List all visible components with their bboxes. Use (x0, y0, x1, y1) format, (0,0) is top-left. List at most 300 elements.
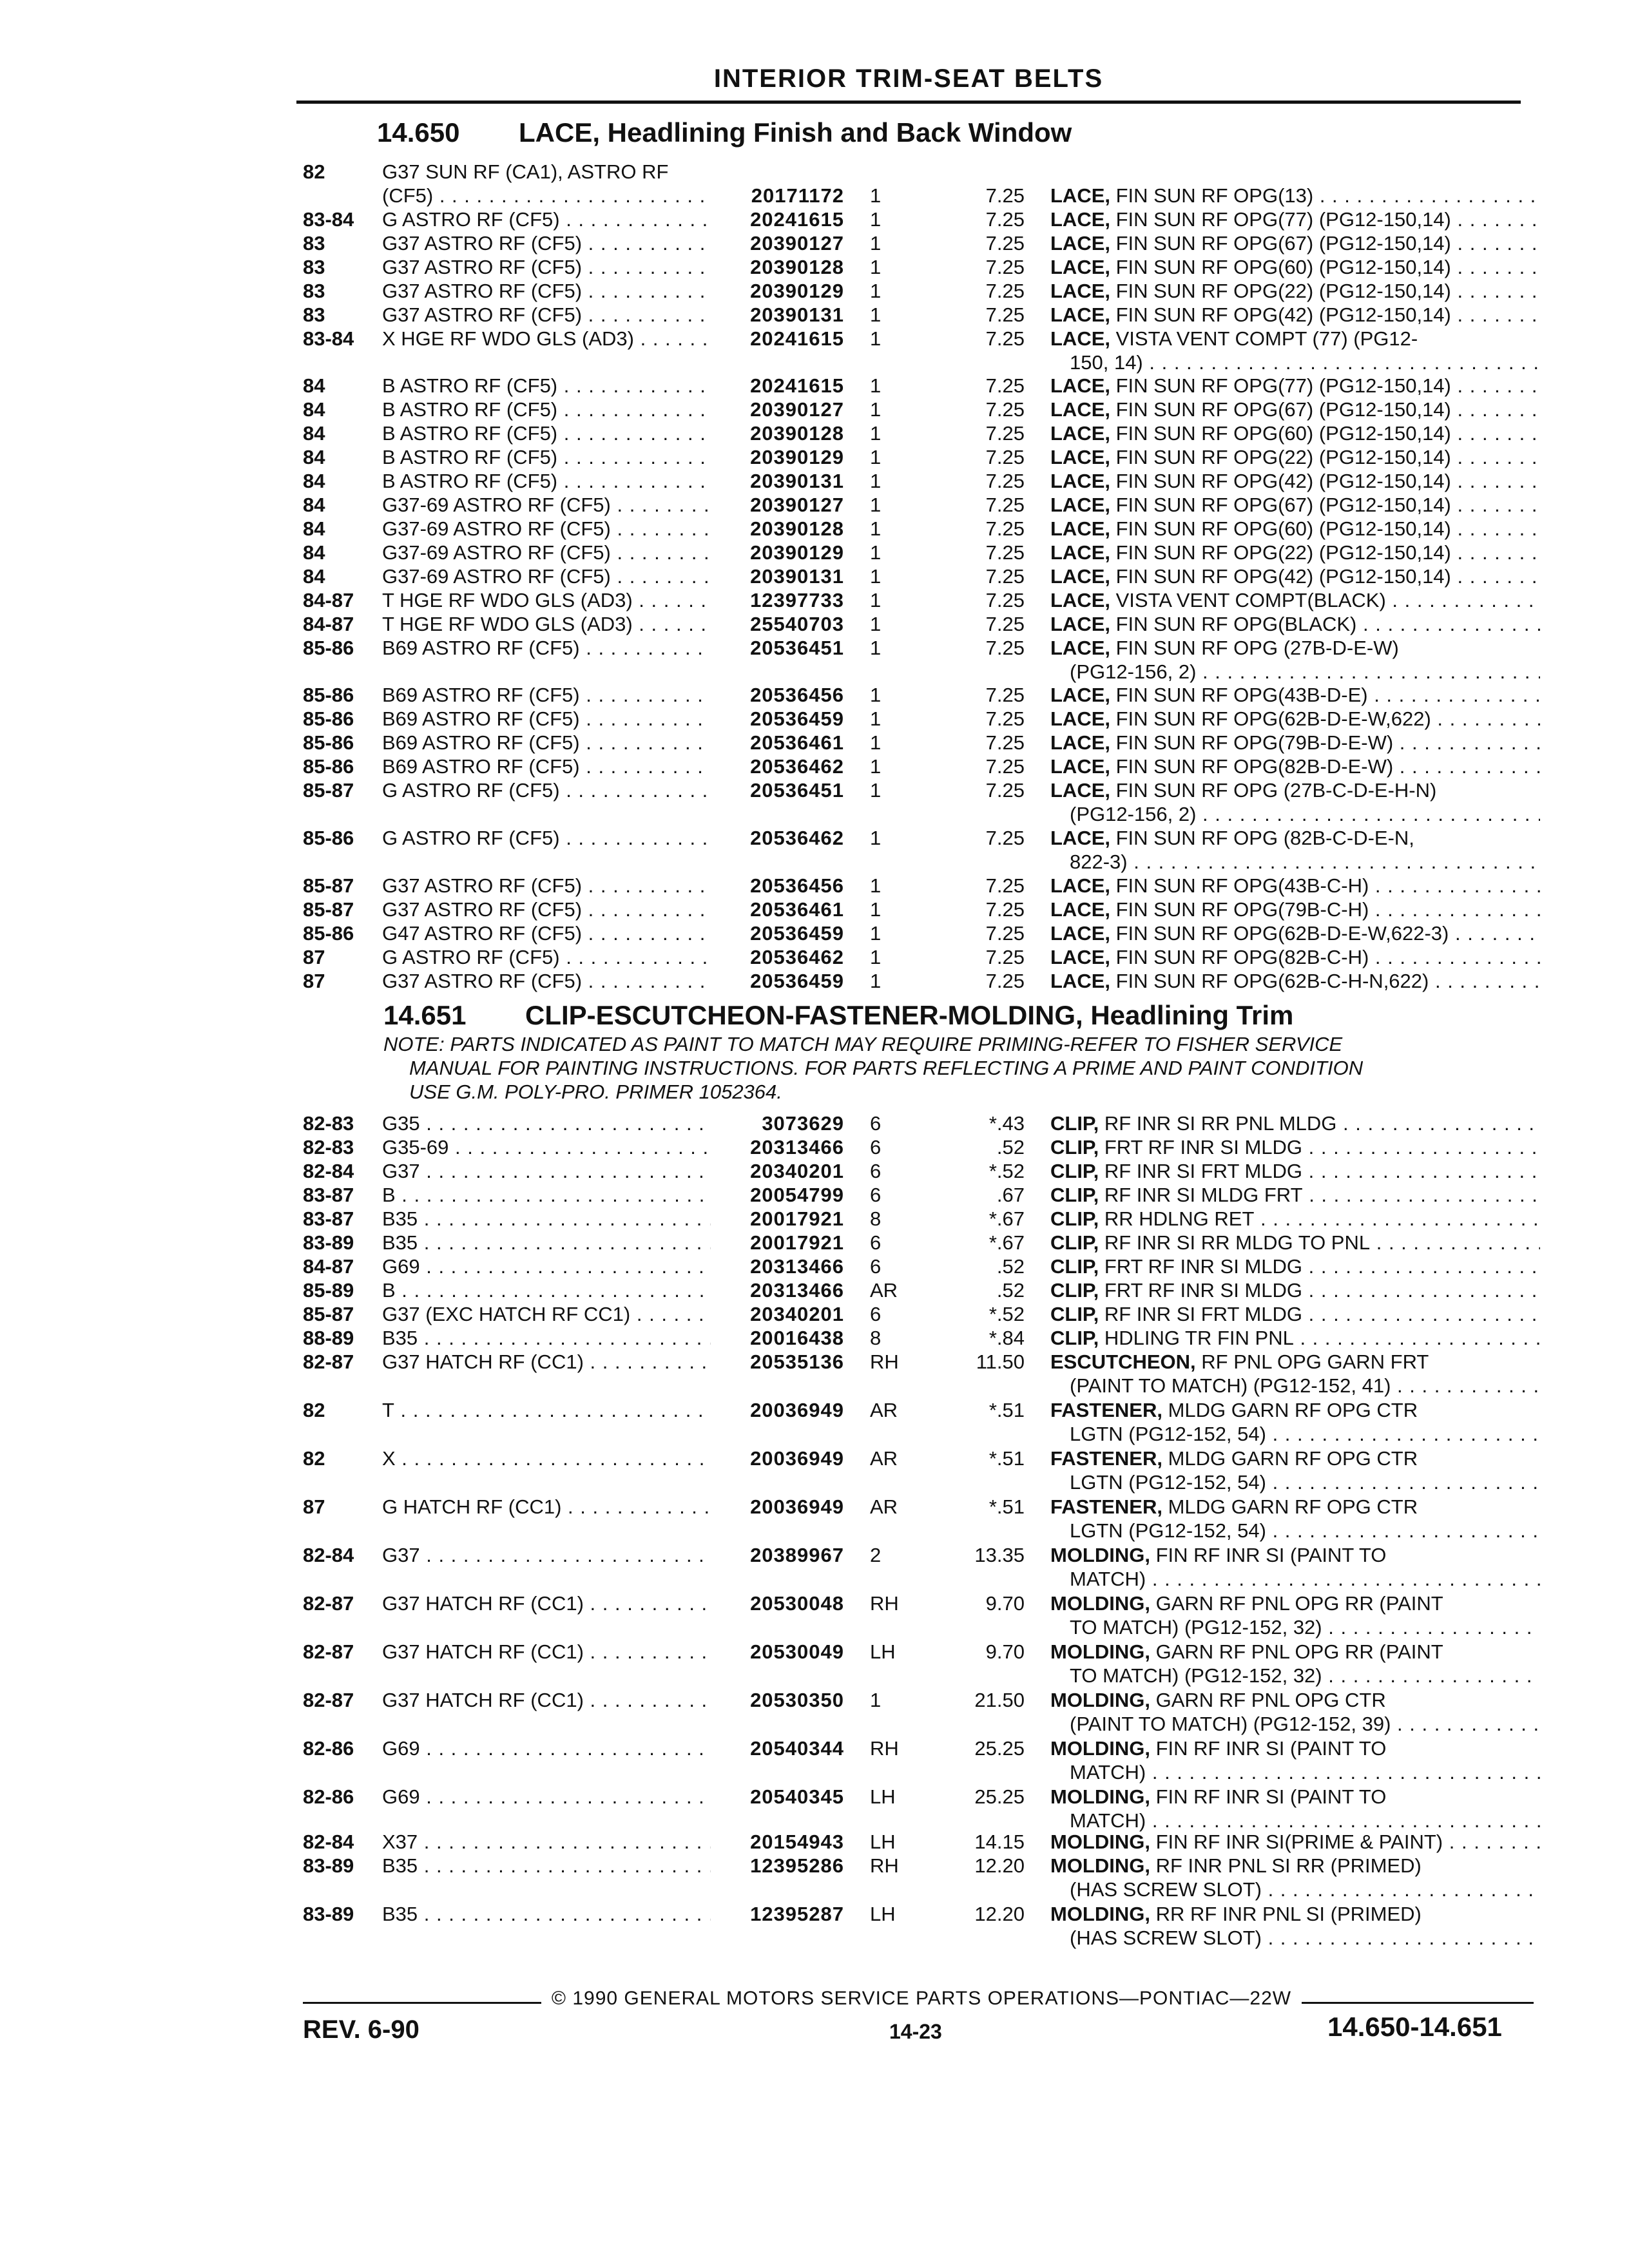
part-name-text: RF INR SI FRT MLDG (1104, 1303, 1303, 1325)
price-cell: 7.25 (985, 755, 1025, 778)
quantity-cell: RH (870, 1854, 899, 1877)
description-cell: X37 . . . (382, 1830, 711, 1854)
quantity-cell: 1 (870, 374, 882, 397)
price-cell: 7.25 (985, 898, 1025, 921)
part-name-line (1050, 564, 1540, 588)
part-name-cell (1050, 255, 1540, 279)
year-cell: 85-87 (303, 779, 354, 802)
part-name-keyword: LACE, (1050, 827, 1110, 849)
price-cell: 7.25 (985, 280, 1025, 302)
part-number-cell: 12395286 (750, 1854, 844, 1877)
part-name-line (1050, 541, 1540, 564)
price-cell: 7.25 (985, 565, 1025, 588)
quantity-cell: 1 (870, 398, 882, 421)
description-cell: G37 (EXC HATCH RF CC1) . . . (382, 1302, 711, 1326)
quantity-cell: 6 (870, 1231, 882, 1254)
part-name-line (1050, 1135, 1540, 1159)
price-cell: 9.70 (985, 1592, 1025, 1615)
description-cell: G35 . . . (382, 1111, 711, 1135)
part-name-cell (1050, 1854, 1540, 1901)
part-name-text: GARN RF PNL OPG CTR (1155, 1689, 1386, 1711)
part-name-line (1050, 1688, 1540, 1712)
part-name-continuation: (PAINT TO MATCH) (PG12-152, 39) . . . (1050, 1712, 1540, 1736)
part-number-cell: 20017921 (750, 1207, 844, 1230)
description-cell: G37 . . . (382, 1543, 711, 1567)
description-cell: G ASTRO RF (CF5) . . . (382, 826, 711, 850)
part-name-keyword: LACE, (1050, 565, 1110, 588)
page-header (296, 64, 1521, 106)
part-name-line (1050, 1326, 1540, 1350)
part-name-continuation: LGTN (PG12-152, 54) . . . (1050, 1422, 1540, 1446)
part-name-text: FIN SUN RF OPG(67) (PG12-150,14) (1115, 232, 1451, 255)
part-name-line (1050, 1785, 1540, 1809)
part-name-line (1050, 1902, 1540, 1926)
part-name-text: FIN SUN RF OPG(77) (PG12-150,14) (1115, 208, 1451, 231)
description-cell: T HGE RF WDO GLS (AD3) . . . (382, 588, 711, 612)
quantity-cell: 1 (870, 232, 882, 255)
section-number: 14.651 (383, 1000, 467, 1030)
part-number-cell: 20390129 (750, 280, 844, 302)
part-number-cell: 12395287 (750, 1903, 844, 1925)
part-name-text: FIN SUN RF OPG(62B-C-H-N,622) (1115, 970, 1429, 992)
part-name-keyword: LACE, (1050, 731, 1110, 754)
description-cell: G37 ASTRO RF (CF5) . . . (382, 255, 711, 279)
part-number-cell: 20241615 (750, 208, 844, 231)
part-name-keyword: LACE, (1050, 256, 1110, 278)
part-number-cell: 20390127 (750, 232, 844, 255)
part-name-text: FIN SUN RF OPG(60) (PG12-150,14) (1115, 517, 1451, 540)
description-cell: G ASTRO RF (CF5) . . . (382, 945, 711, 969)
quantity-cell: 1 (870, 755, 882, 778)
part-name-keyword: LACE, (1050, 779, 1110, 802)
year-cell: 85-87 (303, 874, 354, 897)
part-name-line (1050, 754, 1540, 778)
part-name-cell (1050, 398, 1540, 421)
description-cell: G37 HATCH RF (CC1) . . . (382, 1591, 711, 1615)
year-cell: 85-86 (303, 684, 354, 706)
part-number-cell: 20536459 (750, 922, 844, 945)
price-cell: .67 (996, 1184, 1025, 1206)
part-name-keyword: CLIP, (1050, 1303, 1099, 1325)
part-name-line (1050, 279, 1540, 303)
price-cell: 25.25 (974, 1785, 1025, 1808)
part-number-cell: 20390128 (750, 256, 844, 278)
year-cell: 87 (303, 970, 325, 992)
part-name-cell (1050, 469, 1540, 493)
part-number-cell: 20540344 (750, 1737, 844, 1760)
part-name-keyword: CLIP, (1050, 1207, 1099, 1230)
part-name-cell (1050, 1135, 1540, 1159)
copyright-text: © 1990 GENERAL MOTORS SERVICE PARTS OPERATIONS—PONTIAC—22W (551, 1988, 1292, 2009)
year-cell: 83 (303, 232, 325, 255)
part-name-keyword: LACE, (1050, 232, 1110, 255)
part-name-keyword: MOLDING, (1050, 1592, 1150, 1615)
part-number-cell: 20536461 (750, 898, 844, 921)
part-name-cell (1050, 541, 1540, 564)
note-line: NOTE: PARTS INDICATED AS PAINT TO MATCH MAY REQUIRE PRIMING-REFER TO FISHER SERVICE (383, 1033, 1343, 1055)
part-number-cell: 20536462 (750, 827, 844, 849)
part-name-cell (1050, 231, 1540, 255)
part-name-keyword: LACE, (1050, 922, 1110, 945)
part-name-text: FIN SUN RF OPG(82B-D-E-W) (1115, 755, 1394, 778)
part-name-cell (1050, 754, 1540, 778)
price-cell: 7.25 (985, 922, 1025, 945)
price-cell: *.67 (988, 1231, 1025, 1254)
quantity-cell: 1 (870, 565, 882, 588)
year-cell: 84 (303, 422, 325, 445)
part-name-line (1050, 1207, 1540, 1231)
year-cell: 82 (303, 160, 325, 183)
part-name-line (1050, 1159, 1540, 1183)
part-name-cell (1050, 279, 1540, 303)
price-cell: 13.35 (974, 1544, 1025, 1566)
part-name-text: FIN RF INR SI (PAINT TO (1155, 1544, 1387, 1566)
part-name-line (1050, 969, 1540, 993)
part-name-line (1050, 1854, 1540, 1878)
part-name-cell (1050, 826, 1540, 874)
description-cell: B35 . . . (382, 1902, 711, 1926)
part-name-keyword: LACE, (1050, 874, 1110, 897)
part-name-line (1050, 707, 1540, 731)
year-cell: 83-89 (303, 1903, 354, 1925)
part-name-keyword: LACE, (1050, 898, 1110, 921)
description-cell: G37 HATCH RF (CC1) . . . (382, 1640, 711, 1664)
part-name-line (1050, 398, 1540, 421)
year-cell: 82-84 (303, 1160, 354, 1182)
year-cell: 84 (303, 565, 325, 588)
part-name-keyword: LACE, (1050, 327, 1110, 350)
description-cell: X HGE RF WDO GLS (AD3) . . . (382, 327, 711, 351)
quantity-cell: 1 (870, 684, 882, 706)
part-name-keyword: CLIP, (1050, 1160, 1099, 1182)
page-number: 14-23 (889, 2020, 942, 2043)
footer-copyright (303, 1988, 1534, 2013)
description-cell: G37-69 ASTRO RF (CF5) . . . (382, 564, 711, 588)
part-name-continuation: LGTN (PG12-152, 54) . . . (1050, 1519, 1540, 1542)
quantity-cell: 1 (870, 280, 882, 302)
part-number-cell: 20241615 (750, 374, 844, 397)
part-number-cell: 20390129 (750, 541, 844, 564)
part-number-cell: 20390128 (750, 422, 844, 445)
year-cell: 82 (303, 1447, 325, 1470)
quantity-cell: 1 (870, 470, 882, 492)
part-name-text: FIN SUN RF OPG(22) (PG12-150,14) (1115, 446, 1451, 468)
part-name-keyword: ESCUTCHEON, (1050, 1350, 1196, 1373)
quantity-cell: 1 (870, 637, 882, 659)
quantity-cell: 1 (870, 303, 882, 326)
part-name-keyword: FASTENER, (1050, 1495, 1162, 1518)
part-name-line (1050, 636, 1540, 660)
part-name-line (1050, 303, 1540, 327)
part-name-keyword: CLIP, (1050, 1136, 1099, 1158)
part-name-text: GARN RF PNL OPG RR (PAINT (1155, 1640, 1443, 1663)
part-name-text: RF INR SI RR PNL MLDG (1104, 1112, 1337, 1135)
part-name-text: MLDG GARN RF OPG CTR (1168, 1495, 1418, 1518)
part-name-cell (1050, 1902, 1540, 1950)
part-name-keyword: MOLDING, (1050, 1737, 1150, 1760)
part-name-cell (1050, 421, 1540, 445)
description-cell: G37 ASTRO RF (CF5) . . . (382, 969, 711, 993)
part-name-cell (1050, 327, 1540, 374)
quantity-cell: 6 (870, 1184, 882, 1206)
part-name-line (1050, 1640, 1540, 1664)
part-number-cell: 20390129 (750, 446, 844, 468)
part-name-line (1050, 921, 1540, 945)
year-cell: 83 (303, 280, 325, 302)
quantity-cell: 8 (870, 1327, 882, 1349)
price-cell: 7.25 (985, 779, 1025, 802)
part-name-keyword: MOLDING, (1050, 1544, 1150, 1566)
part-name-text: RF PNL OPG GARN FRT (1201, 1350, 1429, 1373)
price-cell: 7.25 (985, 970, 1025, 992)
quantity-cell: 1 (870, 707, 882, 730)
description-cell: B69 ASTRO RF (CF5) . . . (382, 707, 711, 731)
part-number-cell: 20540345 (750, 1785, 844, 1808)
part-name-keyword: FASTENER, (1050, 1399, 1162, 1421)
price-cell: 7.25 (985, 517, 1025, 540)
quantity-cell: 1 (870, 731, 882, 754)
part-name-keyword: LACE, (1050, 541, 1110, 564)
description-cell: B ASTRO RF (CF5) . . . (382, 374, 711, 398)
part-name-text: FIN SUN RF OPG(60) (PG12-150,14) (1115, 422, 1451, 445)
year-cell: 85-86 (303, 637, 354, 659)
price-cell: *.52 (988, 1303, 1025, 1325)
part-number-cell: 20340201 (750, 1160, 844, 1182)
part-name-cell (1050, 1736, 1540, 1784)
part-name-text: FIN RF INR SI(PRIME & PAINT) (1155, 1831, 1443, 1853)
part-number-cell: 20530350 (750, 1689, 844, 1711)
part-number-cell: 20390131 (750, 470, 844, 492)
price-cell: 14.15 (974, 1831, 1025, 1853)
part-number-cell: 20536459 (750, 970, 844, 992)
part-name-line (1050, 874, 1540, 898)
price-cell: *.51 (988, 1447, 1025, 1470)
part-number-cell: 20536462 (750, 755, 844, 778)
price-cell: 7.25 (985, 589, 1025, 611)
part-name-cell (1050, 1111, 1540, 1135)
quantity-cell: 1 (870, 256, 882, 278)
part-number-cell: 20340201 (750, 1303, 844, 1325)
part-name-cell (1050, 1446, 1540, 1494)
part-name-text: FIN SUN RF OPG(43B-D-E) (1115, 684, 1368, 706)
quantity-cell: 1 (870, 922, 882, 945)
part-name-line (1050, 184, 1540, 207)
description-cell: T . . . (382, 1398, 711, 1422)
part-name-text: VISTA VENT COMPT(BLACK) (1115, 589, 1386, 611)
part-number-cell: 20054799 (750, 1184, 844, 1206)
part-name-cell (1050, 1785, 1540, 1832)
part-name-keyword: CLIP, (1050, 1255, 1099, 1278)
part-name-keyword: MOLDING, (1050, 1785, 1150, 1808)
year-cell: 84 (303, 517, 325, 540)
part-name-cell (1050, 1398, 1540, 1446)
description-cell: B69 ASTRO RF (CF5) . . . (382, 731, 711, 754)
quantity-cell: 1 (870, 946, 882, 968)
year-cell: 84 (303, 446, 325, 468)
part-name-keyword: LACE, (1050, 613, 1110, 635)
year-cell: 87 (303, 1495, 325, 1518)
part-number-cell: 20536456 (750, 874, 844, 897)
quantity-cell: 1 (870, 779, 882, 802)
quantity-cell: RH (870, 1592, 899, 1615)
part-name-line (1050, 612, 1540, 636)
part-name-text: MLDG GARN RF OPG CTR (1168, 1447, 1418, 1470)
part-number-cell: 20016438 (750, 1327, 844, 1349)
price-cell: 7.25 (985, 184, 1025, 207)
part-name-text: FIN SUN RF OPG(42) (PG12-150,14) (1115, 303, 1451, 326)
description-cell: G37 SUN RF (CA1), ASTRO RF (382, 160, 669, 183)
part-name-keyword: LACE, (1050, 398, 1110, 421)
year-cell: 84 (303, 494, 325, 516)
part-number-cell: 20313466 (750, 1255, 844, 1278)
part-name-cell (1050, 1326, 1540, 1350)
description-cell: G69 . . . (382, 1254, 711, 1278)
price-cell: 7.25 (985, 422, 1025, 445)
part-name-cell (1050, 1302, 1540, 1326)
footer-rule (303, 2002, 541, 2004)
quantity-cell: 6 (870, 1303, 882, 1325)
part-name-text: FIN SUN RF OPG(82B-C-H) (1115, 946, 1369, 968)
price-cell: .52 (996, 1279, 1025, 1302)
part-name-cell (1050, 1688, 1540, 1736)
part-name-continuation: TO MATCH) (PG12-152, 32) . . . (1050, 1615, 1540, 1639)
quantity-cell: 1 (870, 589, 882, 611)
description-cell: B69 ASTRO RF (CF5) . . . (382, 754, 711, 778)
year-cell: 83-87 (303, 1184, 354, 1206)
description-cell: G HATCH RF (CC1) . . . (382, 1495, 711, 1519)
year-cell: 85-86 (303, 827, 354, 849)
part-name-line (1050, 1183, 1540, 1207)
year-cell: 83 (303, 256, 325, 278)
part-name-keyword: LACE, (1050, 755, 1110, 778)
quantity-cell: 1 (870, 898, 882, 921)
part-number-cell: 12397733 (750, 589, 844, 611)
part-name-keyword: LACE, (1050, 946, 1110, 968)
part-name-text: MLDG GARN RF OPG CTR (1168, 1399, 1418, 1421)
part-name-keyword: MOLDING, (1050, 1831, 1150, 1853)
part-name-text: RF INR SI FRT MLDG (1104, 1160, 1303, 1182)
part-number-cell: 20241615 (750, 327, 844, 350)
part-name-keyword: CLIP, (1050, 1184, 1099, 1206)
part-name-cell (1050, 921, 1540, 945)
part-number-cell: 25540703 (750, 613, 844, 635)
description-cell: B69 ASTRO RF (CF5) . . . (382, 636, 711, 660)
part-name-cell (1050, 1231, 1540, 1254)
part-name-keyword: LACE, (1050, 184, 1110, 207)
part-number-cell: 20390128 (750, 517, 844, 540)
year-cell: 82 (303, 1399, 325, 1421)
part-number-cell: 20390131 (750, 303, 844, 326)
part-name-continuation: MATCH) . . . (1050, 1760, 1540, 1784)
part-name-text: FIN SUN RF OPG(67) (PG12-150,14) (1115, 494, 1451, 516)
part-name-text: RR HDLNG RET (1104, 1207, 1255, 1230)
description-cell: B ASTRO RF (CF5) . . . (382, 421, 711, 445)
price-cell: 7.25 (985, 946, 1025, 968)
part-number-cell: 20530048 (750, 1592, 844, 1615)
year-cell: 83-84 (303, 208, 354, 231)
part-number-cell: 20036949 (750, 1495, 844, 1518)
part-name-cell (1050, 1159, 1540, 1183)
price-cell: 7.25 (985, 613, 1025, 635)
part-name-line (1050, 1350, 1540, 1374)
part-number-cell: 20536456 (750, 684, 844, 706)
description-cell: G37-69 ASTRO RF (CF5) . . . (382, 517, 711, 541)
year-cell: 83-89 (303, 1854, 354, 1877)
price-cell: 7.25 (985, 446, 1025, 468)
part-number-cell: 20536451 (750, 779, 844, 802)
part-name-line (1050, 588, 1540, 612)
part-number-cell: 20536462 (750, 946, 844, 968)
price-cell: 12.20 (974, 1903, 1025, 1925)
part-number-cell: 3073629 (762, 1112, 844, 1135)
description-cell: B69 ASTRO RF (CF5) . . . (382, 683, 711, 707)
part-name-line (1050, 517, 1540, 541)
quantity-cell: RH (870, 1737, 899, 1760)
price-cell: 9.70 (985, 1640, 1025, 1663)
part-name-line (1050, 1278, 1540, 1302)
year-cell: 84 (303, 374, 325, 397)
quantity-cell: 1 (870, 613, 882, 635)
part-name-line (1050, 1111, 1540, 1135)
part-name-line (1050, 898, 1540, 921)
description-cell: G37 . . . (382, 1159, 711, 1183)
year-cell: 84-87 (303, 613, 354, 635)
description-cell: G37 HATCH RF (CC1) . . . (382, 1688, 711, 1712)
quantity-cell: 1 (870, 517, 882, 540)
price-cell: 7.25 (985, 256, 1025, 278)
part-name-line (1050, 1398, 1540, 1422)
price-cell: 7.25 (985, 208, 1025, 231)
part-name-cell (1050, 303, 1540, 327)
description-cell: T HGE RF WDO GLS (AD3) . . . (382, 612, 711, 636)
part-name-text: FIN SUN RF OPG(60) (PG12-150,14) (1115, 256, 1451, 278)
part-name-cell (1050, 874, 1540, 898)
part-name-text: RR RF INR PNL SI (PRIMED) (1155, 1903, 1422, 1925)
part-name-continuation: (PG12-156, 2) . . . (1050, 802, 1540, 826)
year-cell: 85-86 (303, 707, 354, 730)
quantity-cell: 1 (870, 1689, 882, 1711)
part-name-cell (1050, 1640, 1540, 1687)
year-cell: 85-86 (303, 922, 354, 945)
description-cell: G37 HATCH RF (CC1) . . . (382, 1350, 711, 1374)
description-cell: G37 ASTRO RF (CF5) . . . (382, 231, 711, 255)
part-name-text: VISTA VENT COMPT (77) (PG12- (1115, 327, 1418, 350)
part-name-cell (1050, 1830, 1540, 1854)
year-cell: 84-87 (303, 589, 354, 611)
part-name-cell (1050, 1543, 1540, 1591)
part-name-line (1050, 1591, 1540, 1615)
description-cell: G37 ASTRO RF (CF5) . . . (382, 303, 711, 327)
price-cell: .52 (996, 1255, 1025, 1278)
part-name-keyword: CLIP, (1050, 1231, 1099, 1254)
price-cell: 7.25 (985, 874, 1025, 897)
part-name-keyword: LACE, (1050, 517, 1110, 540)
part-name-keyword: LACE, (1050, 684, 1110, 706)
part-number-cell: 20036949 (750, 1447, 844, 1470)
description-cell: G37 ASTRO RF (CF5) . . . (382, 874, 711, 898)
year-cell: 85-86 (303, 731, 354, 754)
price-cell: 7.25 (985, 232, 1025, 255)
part-name-line (1050, 1736, 1540, 1760)
quantity-cell: LH (870, 1785, 896, 1808)
part-name-text: FIN SUN RF OPG(43B-C-H) (1115, 874, 1369, 897)
year-cell: 82-87 (303, 1689, 354, 1711)
year-cell: 83 (303, 303, 325, 326)
description-cell: G69 . . . (382, 1785, 711, 1809)
part-number-cell: 20389967 (750, 1544, 844, 1566)
part-name-cell (1050, 683, 1540, 707)
part-number-cell: 20390131 (750, 565, 844, 588)
